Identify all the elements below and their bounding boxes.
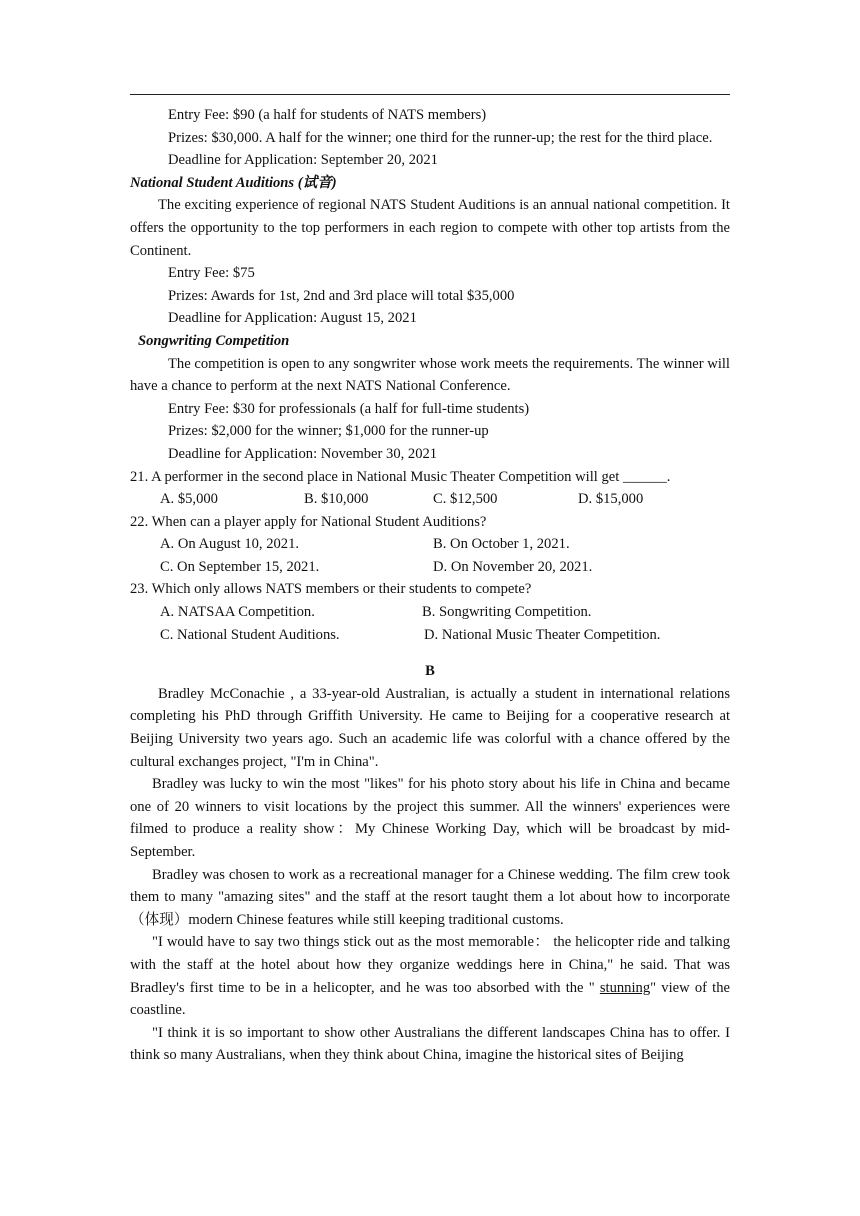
songwriting-deadline: Deadline for Application: November 30, 2021 <box>168 445 438 462</box>
passage-paragraph-2: Bradley was lucky to win the most "likes" for his photo story about his life in China and became one of 20 winners to visit locations by the project this summer. All the winners' experiences were filmed to produce a reality show：My Chinese Working Day, which will be broadcast by mid-September. <box>130 776 730 860</box>
passage-paragraph-1: Bradley McConachie , a 33-year-old Australian, is actually a student in international relations completing his PhD through Griffith University. He came to Beijing for a cooperative research at Beijing University two years ago. Such an academic life was colorful with a chance offered by the cultural exchanges project, "I'm in China". <box>130 685 730 770</box>
auditions-entry-fee: Entry Fee: $75 <box>168 265 255 282</box>
passage-paragraph-3: Bradley was chosen to work as a recreational manager for a Chinese wedding. The film crew took them to many "amazing sites" and the staff at the resort taught them a lot about how to incorporate（体现）modern Chinese features while still keeping traditional customs. <box>130 866 730 928</box>
music-theater-prizes: Prizes: $30,000. A half for the winner; one third for the runner-up; the rest for the third place. <box>168 129 713 146</box>
option-c: C. National Student Auditions. <box>160 626 340 643</box>
option-d: D. National Music Theater Competition. <box>424 626 661 643</box>
option-a: A. $5,000 <box>160 491 218 508</box>
auditions-description: The exciting experience of regional NATS Student Auditions is an annual national competition. It offers the opportunity to the top performers in each region to compete with other top artists from the Continent. <box>130 197 730 259</box>
option-d: D. $15,000 <box>578 491 644 508</box>
auditions-deadline: Deadline for Application: August 15, 2021 <box>168 310 417 327</box>
page-content <box>130 104 730 1067</box>
auditions-heading: National Student Auditions (试音) <box>130 174 337 191</box>
question-options <box>130 624 730 647</box>
option-a: A. NATSAA Competition. <box>160 604 315 621</box>
question-options <box>130 488 730 511</box>
songwriting-heading: Songwriting Competition <box>138 332 290 349</box>
songwriting-description: The competition is open to any songwriter whose work meets the requirements. The winner will have a chance to perform at the next NATS National Conference. <box>130 355 730 395</box>
question-options <box>130 556 730 579</box>
question-stem: 21. A performer in the second place in National Music Theater Competition will get ______. <box>130 468 671 485</box>
option-c: C. On September 15, 2021. <box>160 558 320 575</box>
question-options <box>130 533 730 556</box>
option-d: D. On November 20, 2021. <box>433 558 593 575</box>
songwriting-prizes: Prizes: $2,000 for the winner; $1,000 for the runner-up <box>168 423 489 440</box>
question-options <box>130 601 730 624</box>
header-rule <box>130 94 730 95</box>
option-b: B. On October 1, 2021. <box>433 536 570 553</box>
question-21 <box>130 466 730 511</box>
option-b: B. $10,000 <box>304 491 369 508</box>
question-23 <box>130 578 730 646</box>
paragraph-4-text: "I would have to say two things stick out as the most memorable： the helicopter ride and talking with the staff at the hotel about how they organize weddings here in China," he said. That was Bradley's first time to be in a helicopter, and he was too absorbed with the " <box>130 934 730 996</box>
music-theater-entry-fee: Entry Fee: $90 (a half for students of NATS members) <box>168 107 487 123</box>
option-c: C. $12,500 <box>433 491 498 508</box>
auditions-prizes: Prizes: Awards for 1st, 2nd and 3rd place will total $35,000 <box>168 287 515 304</box>
option-b: B. Songwriting Competition. <box>422 604 592 621</box>
question-stem: 23. Which only allows NATS members or their students to compete? <box>130 581 532 598</box>
passage-paragraph-5: "I think it is so important to show other Australians the different landscapes China has to offer. I think so many Australians, when they think about China, imagine the historical sites of Beijing <box>130 1024 730 1064</box>
music-theater-deadline: Deadline for Application: September 20, 2021 <box>168 152 438 169</box>
underlined-word-stunning: stunning <box>599 979 651 996</box>
question-stem: 22. When can a player apply for National Student Auditions? <box>130 513 487 530</box>
option-a: A. On August 10, 2021. <box>160 536 300 553</box>
question-22 <box>130 511 730 579</box>
passage-paragraph-4 <box>130 931 730 1021</box>
section-b-label: B <box>425 663 435 680</box>
paragraph-4-text-end: " view of the coastline. <box>130 979 731 1019</box>
songwriting-entry-fee: Entry Fee: $30 for professionals (a half for full-time students) <box>168 400 530 417</box>
